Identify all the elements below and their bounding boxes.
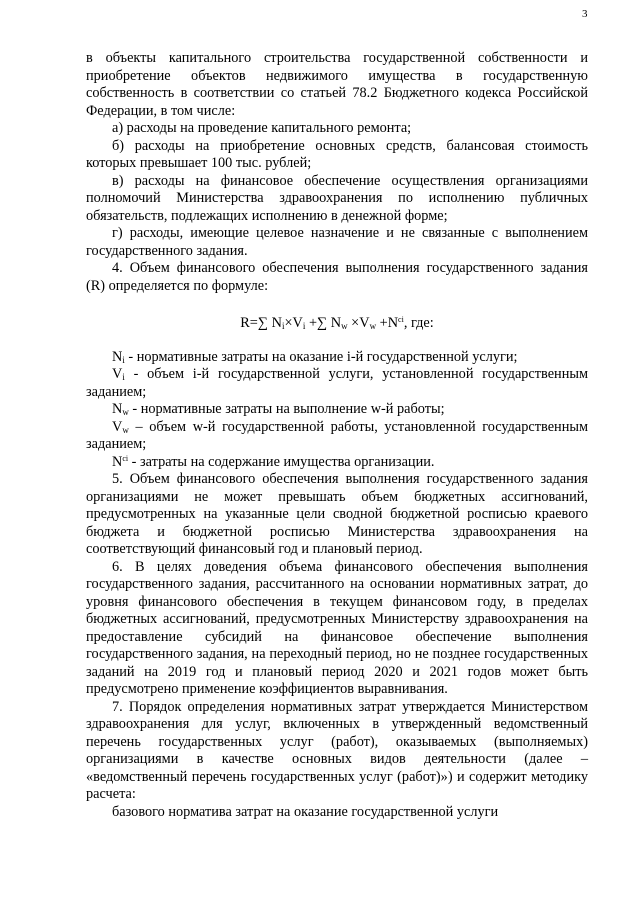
list-item-v: в) расходы на финансовое обеспечение осуществления организациями полномочий Министерства здравоохранения по исполнению публичных обязательств, подлежащих исполнению в денежной форме;: [86, 172, 588, 224]
formula: R=∑ $N_i\times V_i$ +∑ $N_w \times V_w +N^{ci}$, где:: [240, 315, 434, 331]
paragraph-7: 7. Порядок определения нормативных затрат утверждается Министерством здравоохранения для услуг, включенных в утвержденный ведомственный перечень государственных услуг (работ), оказываемых (выполняемых) организациями в качестве основных видов деятельности (далее – «ведомственный перечень государственных услуг (работ)») и содержит методику расчета:: [86, 698, 588, 802]
document-body: [86, 50, 588, 821]
definition-vw: $V_w$ – объем w-й государственной работы, установленной государственным заданием;: [86, 418, 588, 452]
paragraph-intro: в объекты капитального строительства государственной собственности и приобретение объектов недвижимого имущества в государственную собственность в соответствии со статьей 78.2 Бюджетного кодекса Российской Федерации, в том числе:: [86, 50, 588, 119]
definition-ni: $N_i$ - нормативные затраты на оказание i-й государственной услуги;: [112, 348, 518, 365]
paragraph-5: 5. Объем финансового обеспечения выполнения государственного задания организациями не может превышать объем бюджетных ассигнований, предусмотренных на указанные цели сводной бюджетной росписью краевого бюджета и бюджетной росписью Министерства здравоохранения на соответствующий финансовый год и плановый период.: [86, 471, 588, 557]
list-item-a: а) расходы на проведение капитального ремонта;: [112, 120, 412, 136]
page-number: 3: [582, 8, 588, 20]
paragraph-6: 6. В целях доведения объема финансового обеспечения выполнения государственного задания, рассчитанного на основании нормативных затрат, до уровня финансового обеспечения в текущем финансовом году, в пределах бюджетных ассигнований, предусмотренных Министерству здравоохранения на предоставление субсидий на финансовое обеспечение выполнения государственного задания, на переходный период, но не позднее государственных заданий на 2019 год и плановый период 2020 и 2021 годов может быть предусмотрено применение коэффициентов выравнивания.: [86, 558, 588, 697]
definition-vi: $V_i$ - объем i-й государственной услуги, установленной государственным заданием;: [86, 366, 588, 400]
paragraph-8: базового норматива затрат на оказание государственной услуги: [112, 803, 499, 820]
definition-nw: $N_w$ - нормативные затраты на выполнение w-й работы;: [112, 401, 445, 417]
paragraph-4: 4. Объем финансового обеспечения выполнения государственного задания (R) определяется по формуле:: [86, 260, 588, 294]
list-item-b: б) расходы на приобретение основных средств, балансовая стоимость которых превышает 100 тыс. рублей;: [86, 137, 588, 171]
list-item-g: г) расходы, имеющие целевое назначение и не связанные с выполнением государственного задания.: [86, 225, 588, 259]
definition-nci: $N^{ci}$ - затраты на содержание имущества организации.: [112, 453, 435, 470]
